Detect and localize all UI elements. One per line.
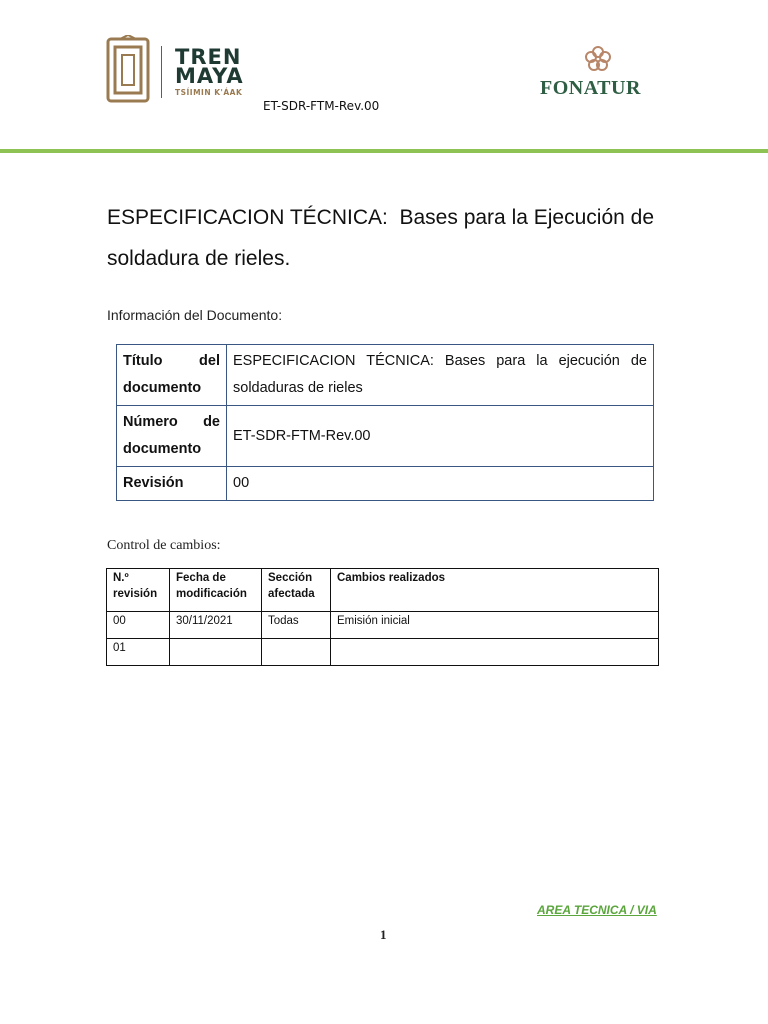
title-rest: Bases para la Ejecución de soldadura de rieles. bbox=[107, 206, 654, 270]
table-cell: 30/11/2021 bbox=[170, 612, 262, 639]
document-info-table bbox=[116, 344, 654, 501]
info-key: Título del documento bbox=[117, 345, 227, 406]
info-key: Revisión bbox=[117, 467, 227, 501]
table-cell: 00 bbox=[107, 612, 170, 639]
column-header: Sección afectada bbox=[262, 569, 331, 612]
table-cell: 01 bbox=[107, 639, 170, 666]
table-cell bbox=[170, 639, 262, 666]
info-key: Número de documento bbox=[117, 406, 227, 467]
page-header bbox=[0, 0, 768, 152]
page-number: 1 bbox=[380, 927, 387, 942]
table-cell bbox=[331, 639, 659, 666]
tren-maya-wordmark-line1: TREN bbox=[175, 45, 242, 69]
info-value: ESPECIFICACION TÉCNICA: Bases para la ejecución de soldaduras de rieles bbox=[227, 345, 654, 406]
header-doc-code: ET-SDR-FTM-Rev.00 bbox=[263, 99, 380, 113]
changes-section-label: Control de cambios: bbox=[107, 538, 221, 553]
document-title bbox=[107, 197, 687, 279]
footer-area-label: AREA TECNICA / VIA bbox=[537, 903, 657, 917]
tren-maya-subtitle: TSÍIMIN K'ÁAK bbox=[175, 88, 243, 97]
change-control-table bbox=[106, 568, 659, 666]
table-row bbox=[117, 345, 654, 406]
table-row bbox=[107, 639, 659, 666]
table-row bbox=[117, 406, 654, 467]
table-header-row bbox=[107, 569, 659, 612]
tren-maya-wordmark-line2: MAYA bbox=[175, 64, 244, 88]
info-value: ET-SDR-FTM-Rev.00 bbox=[227, 406, 654, 467]
info-section-label: Información del Documento: bbox=[107, 307, 283, 323]
table-cell: Emisión inicial bbox=[331, 612, 659, 639]
logo-divider bbox=[161, 46, 162, 98]
info-value: 00 bbox=[227, 467, 654, 501]
column-header: N.º revisión bbox=[107, 569, 170, 612]
fonatur-flower-icon bbox=[583, 44, 613, 74]
column-header: Fecha de modificación bbox=[170, 569, 262, 612]
column-header: Cambios realizados bbox=[331, 569, 659, 612]
title-lead: ESPECIFICACION TÉCNICA: bbox=[107, 206, 388, 229]
fonatur-wordmark: FONATUR bbox=[540, 77, 641, 99]
table-cell: Todas bbox=[262, 612, 331, 639]
table-row bbox=[107, 612, 659, 639]
table-cell bbox=[262, 639, 331, 666]
table-row bbox=[117, 467, 654, 501]
header-green-rule bbox=[0, 149, 768, 153]
tren-maya-emblem-icon bbox=[106, 35, 150, 103]
